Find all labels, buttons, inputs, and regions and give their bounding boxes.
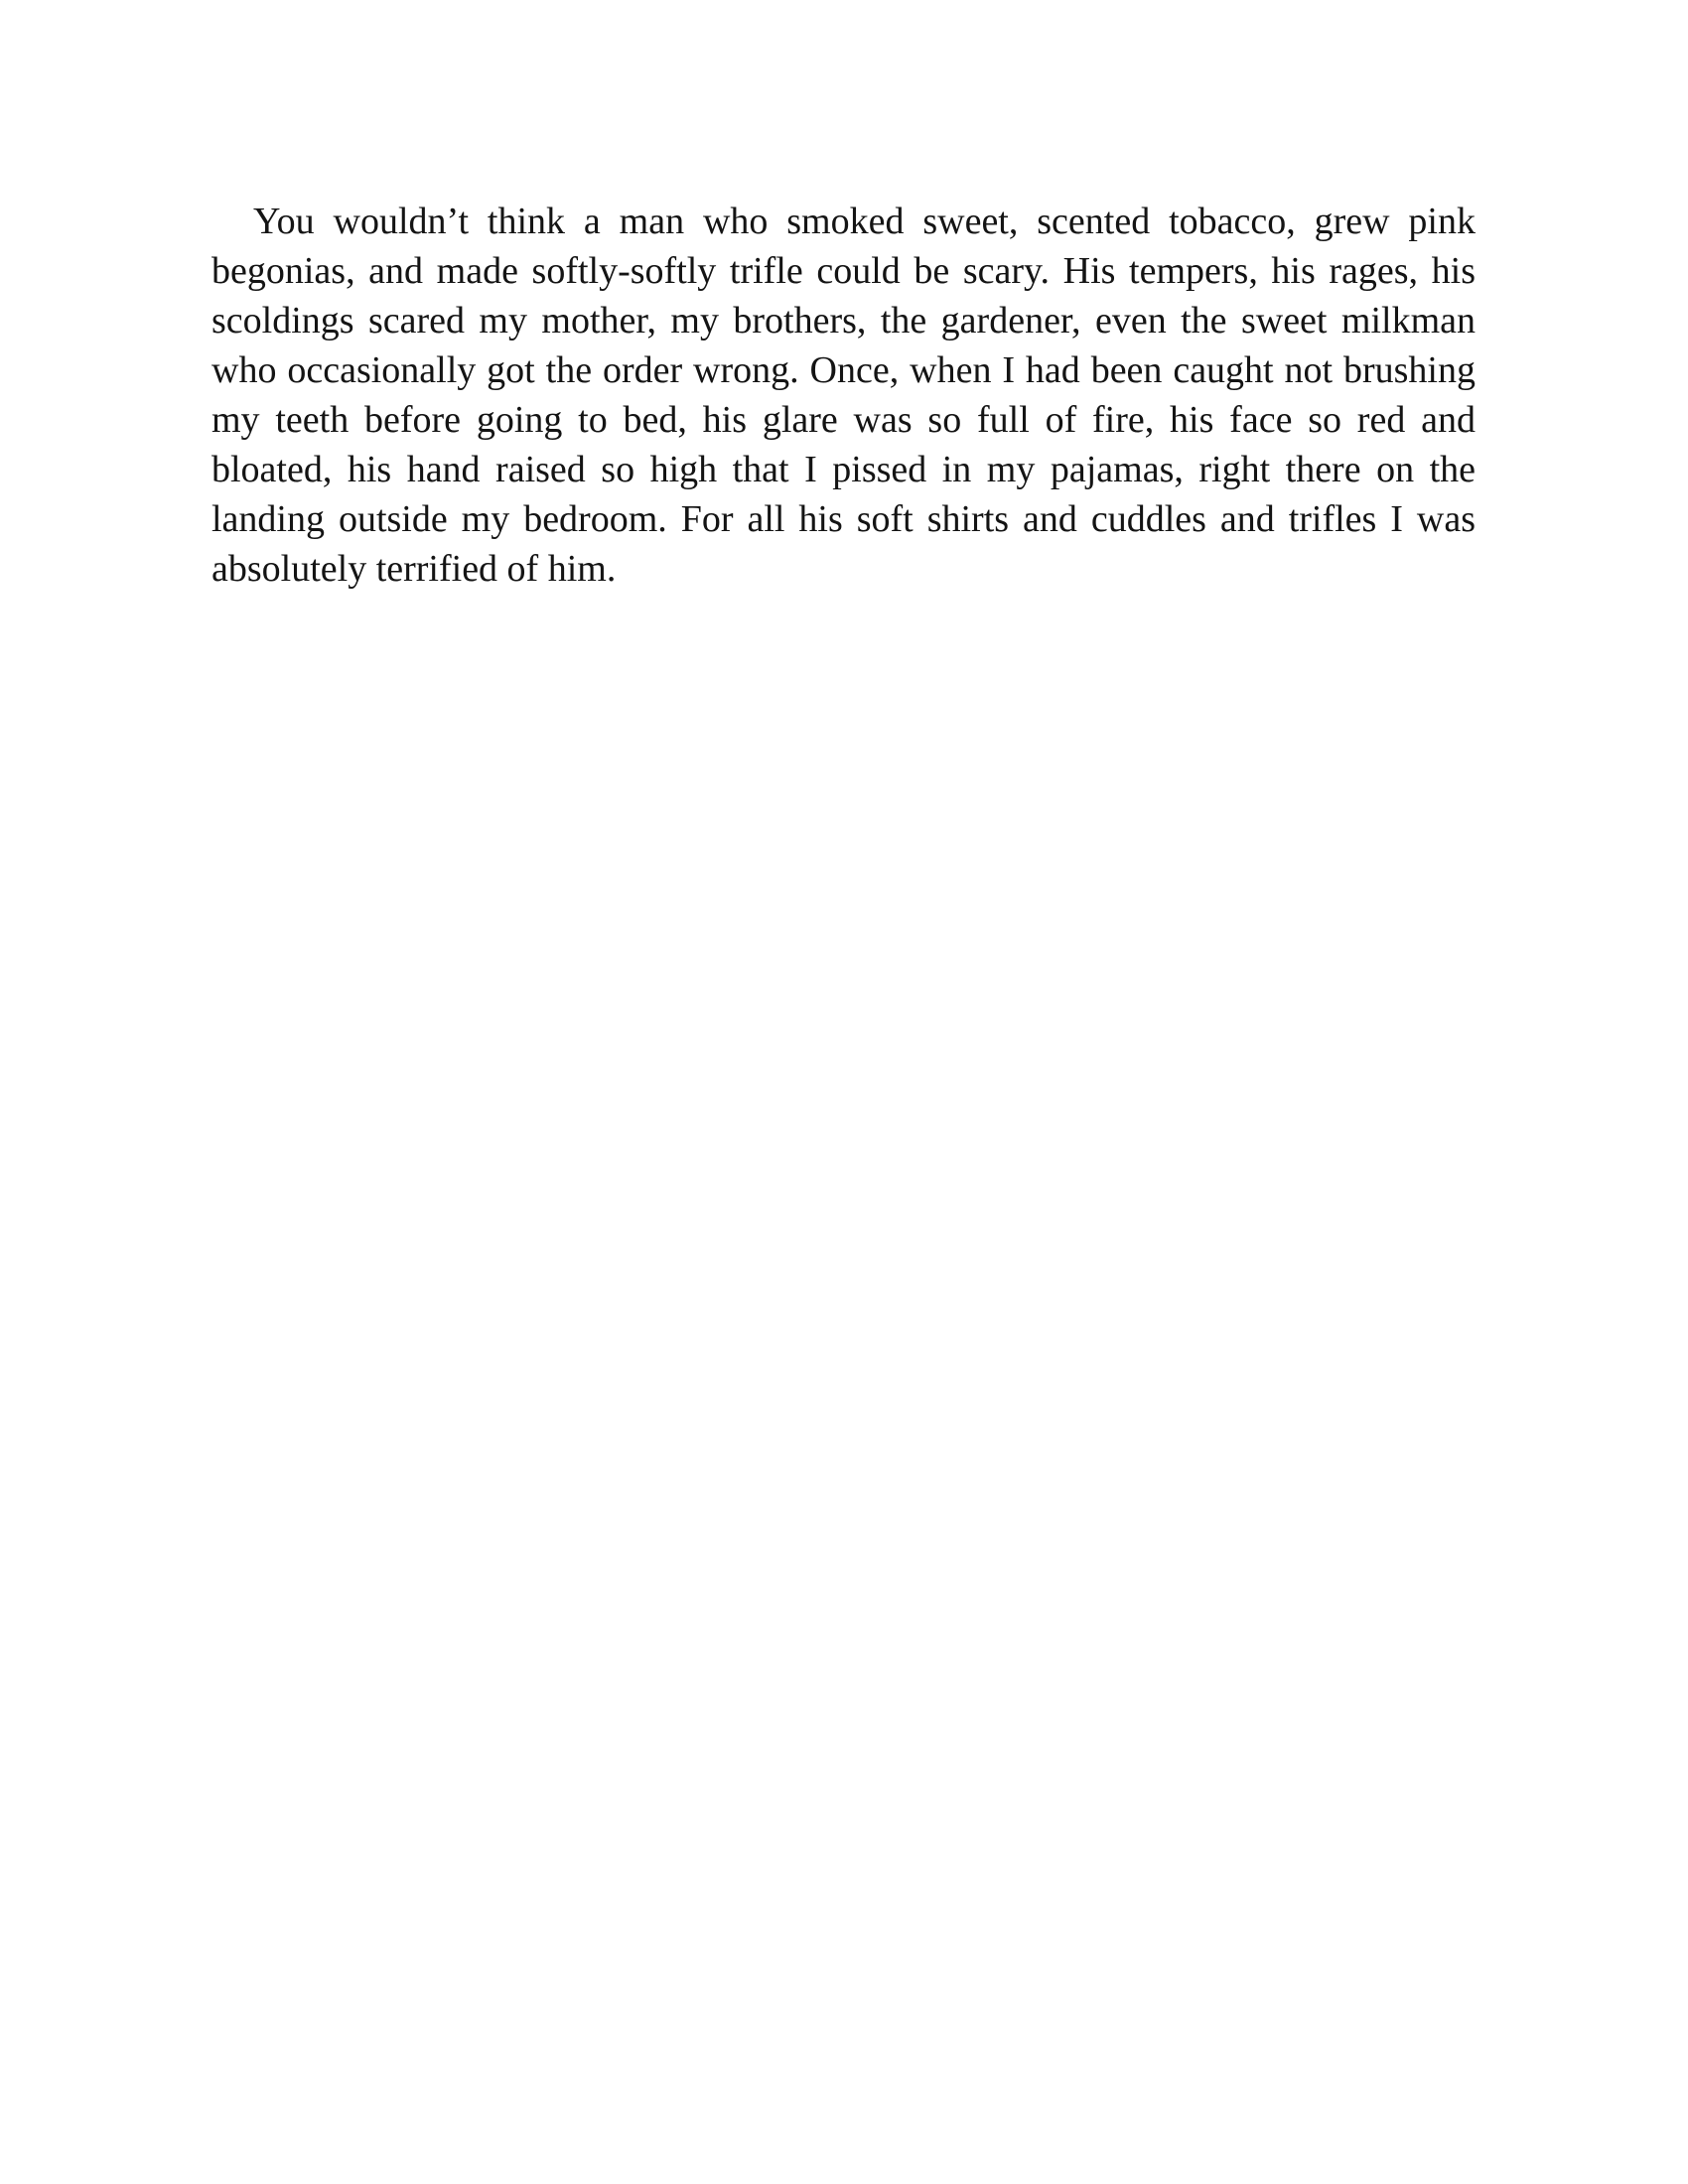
body-paragraph: You wouldn’t think a man who smoked sweet, scented tobacco, grew pink begonias, and made softly-softly trifle could be scary. His tempers, his rages, his scoldings scared my mother, my brothers, the gardener, even the sweet milkman who occasionally got the order wrong. Once, when I had been caught not brushing my teeth before going to bed, his glare was so full of fire, his face so red and bloated, his hand raised so high that I pissed in my pajamas, right there on the landing outside my bedroom. For all his soft shirts and cuddles and trifles I was absolutely terrified of him.: [211, 201, 1476, 590]
